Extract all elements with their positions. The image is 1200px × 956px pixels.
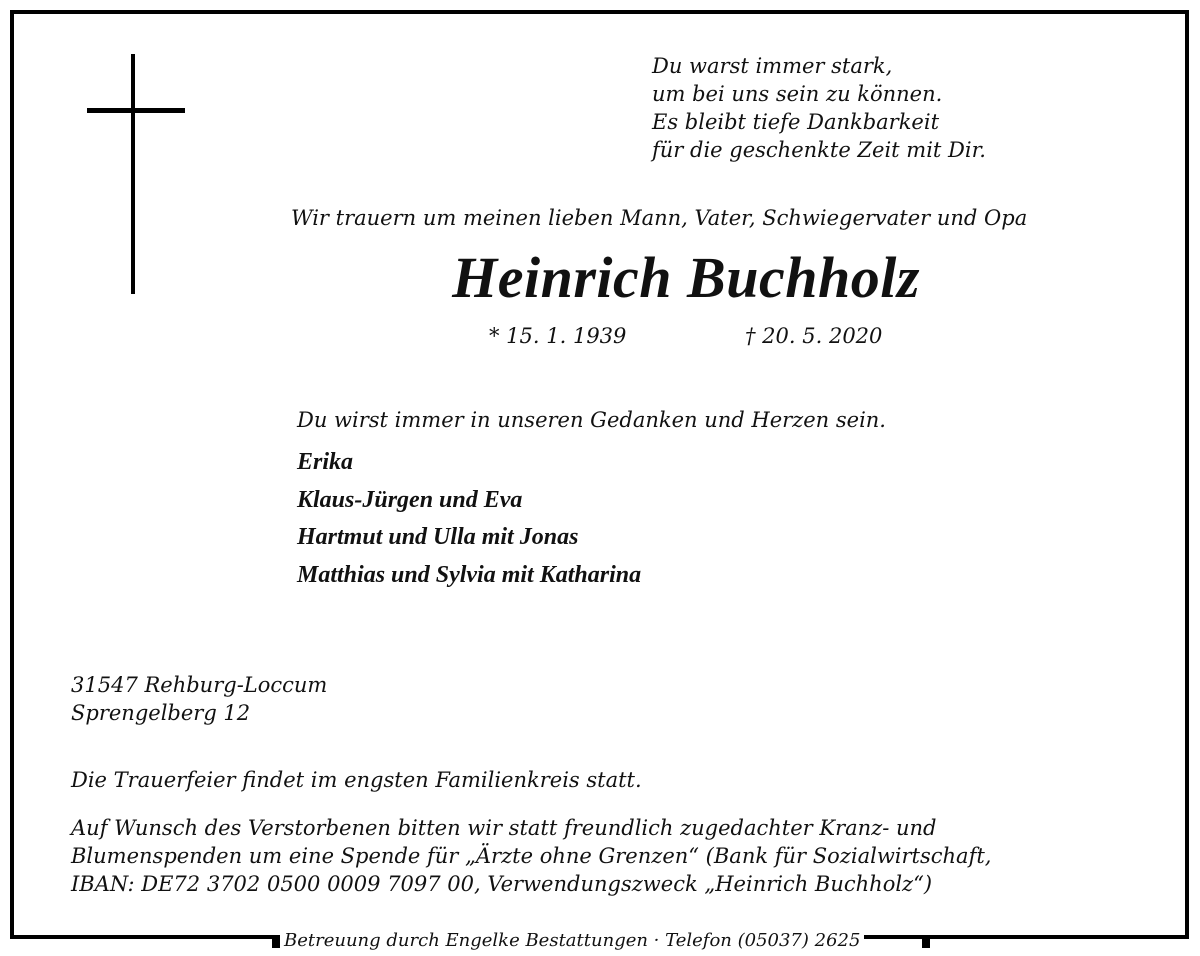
footer-credit: Betreuung durch Engelke Bestattungen · Telefon (05037) 2625: [280, 930, 864, 951]
donation-note: [71, 814, 991, 898]
family-member: Matthias und Sylvia mit Katharina: [297, 561, 642, 588]
poem-line: um bei uns sein zu können.: [652, 82, 943, 106]
cross-horizontal-bar: [87, 108, 185, 113]
poem: [652, 52, 986, 164]
poem-line: Es bleibt tiefe Dankbarkeit: [652, 110, 940, 134]
poem-line: für die geschenkte Zeit mit Dir.: [652, 138, 986, 162]
family-member: Hartmut und Ulla mit Jonas: [297, 524, 579, 550]
footer-mark-right: [922, 937, 930, 948]
address-city: 31547 Rehburg-Loccum: [71, 673, 328, 697]
donation-line: Blumenspenden um eine Spende für „Ärzte ohne Grenzen“ (Bank für Sozialwirtschaft,: [71, 844, 992, 868]
donation-line: Auf Wunsch des Verstorbenen bitten wir statt freundlich zugedachter Kranz- und: [71, 816, 937, 840]
poem-line: Du warst immer stark,: [652, 54, 893, 78]
family-member: Erika: [297, 449, 354, 475]
birth-date: * 15. 1. 1939: [489, 324, 627, 348]
death-date: † 20. 5. 2020: [745, 324, 883, 348]
donation-line: IBAN: DE72 3702 0500 0009 7097 00, Verwendungszweck „Heinrich Buchholz“): [71, 872, 933, 896]
deceased-name: Heinrich Buchholz: [452, 245, 920, 310]
family-member: Klaus-Jürgen und Eva: [297, 486, 523, 513]
ceremony-note: Die Trauerfeier findet im engsten Familienkreis statt.: [71, 768, 642, 792]
family-list: [297, 444, 641, 594]
footer-mark-left: [272, 937, 280, 948]
address: [71, 671, 327, 727]
remembrance-line: Du wirst immer in unseren Gedanken und Herzen sein.: [297, 408, 886, 432]
address-street: Sprengelberg 12: [71, 701, 251, 725]
mourning-line: Wir trauern um meinen lieben Mann, Vater, Schwiegervater und Opa: [291, 206, 1028, 230]
